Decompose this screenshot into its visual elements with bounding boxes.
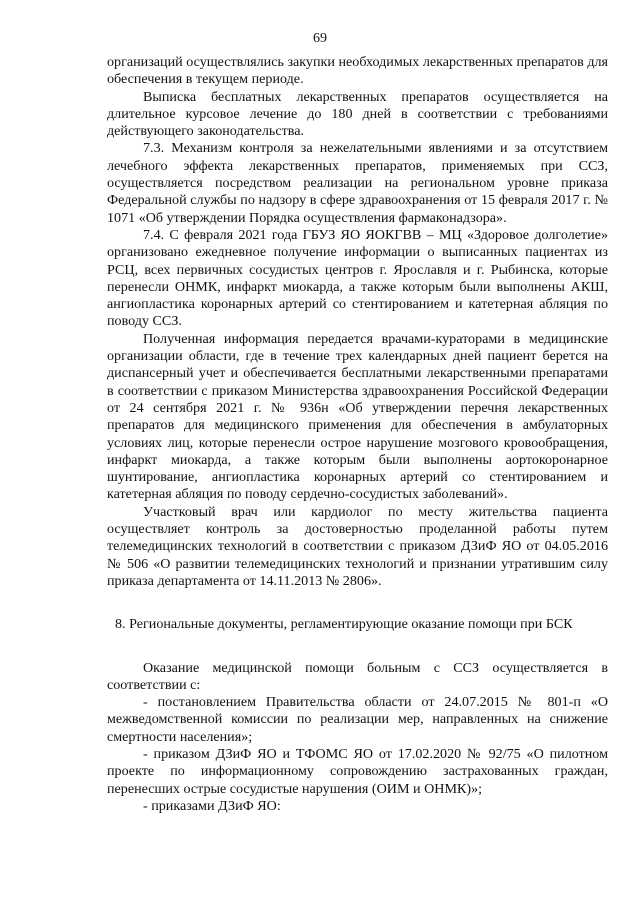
paragraph-continuation: организаций осуществлялись закупки необходимых лекарственных препаратов для обеспечения в текущем периоде. (107, 54, 608, 88)
list-item-order-pilot: - приказом ДЗиФ ЯО и ТФОМС ЯО от 17.02.2020 № 92/75 «О пилотном проекте по информационному сопровождению застрахованных граждан, перенесших острые сосудистые нарушения (ОИМ и ОНМК)»; (107, 745, 608, 797)
list-item-orders: - приказами ДЗиФ ЯО: (143, 797, 281, 814)
section-8-heading: 8. Региональные документы, регламентирующие оказание помощи при БСК (115, 616, 573, 633)
list-item-resolution: - постановлением Правительства области от 24.07.2015 № 801-п «О межведомственной комиссии по реализации мер, направленных на снижение смертности населения»; (107, 694, 608, 745)
paragraph-district-doctor: Участковый врач или кардиолог по месту жительства пациента осуществляет контроль за достоверностью проделанной работы путем телемедицинских технологий в соответствии с приказом ДЗиФ ЯО от 04.05.2016 № 506 «О развитии телемедицинских технологий и признании утратившим силу приказа департамента от 14.11.2013 № 2806». (107, 503, 608, 589)
paragraph-extract: Выписка бесплатных лекарственных препаратов осуществляется на длительное курсовое лечение до 180 дней в соответствии с требованиями действующего законодательства. (107, 88, 608, 140)
page-number: 69 (313, 31, 327, 46)
paragraph-7-4: 7.4. С февраля 2021 года ГБУЗ ЯО ЯОКГВВ – МЦ «Здоровое долголетие» организовано ежедневное получение информации о выписанных пациентах из РСЦ, всех первичных сосудистых центров г. Ярославля и г. Рыбинска, которые перенесли ОНМК, инфаркт миокарда, а также которым были выполнены АКШ, ангиопластика коронарных артерий со стентированием и катетерная абляция по поводу ССЗ. (107, 226, 608, 330)
paragraph-received-info: Полученная информация передается врачами-кураторами в медицинские организации области, где в течение трех календарных дней пациент берется на диспансерный учет и обеспечивается бесплатными лекарственными препаратами в соответствии с приказом Министерства здравоохранения Российской Федерации от 24 сентября 2021 г. № 936н «Об утверждении перечня лекарственных препаратов для медицинского применения для обеспечения в амбулаторных условиях лиц, которые перенесли острое нарушение мозгового кровообращения, инфаркт миокарда, а также которым были выполнены аортокоронарное шунтирование, ангиопластика коронарных артерий со стентированием и катетерная абляция по поводу сердечно-сосудистых заболеваний». (107, 330, 608, 503)
paragraph-7-3: 7.3. Механизм контроля за нежелательными явлениями и за отсутствием лечебного эффекта лекарственных препаратов, применяемых при ССЗ, осуществляется посредством реализации на региональном уровне приказа Федеральной службы по надзору в сфере здравоохранения от 15 февраля 2017 г. № 1071 «Об утверждении Порядка осуществления фармаконадзора». (107, 140, 608, 226)
body-text (107, 54, 608, 815)
section-8-intro: Оказание медицинской помощи больным с ССЗ осуществляется в соответствии с: (107, 659, 608, 693)
